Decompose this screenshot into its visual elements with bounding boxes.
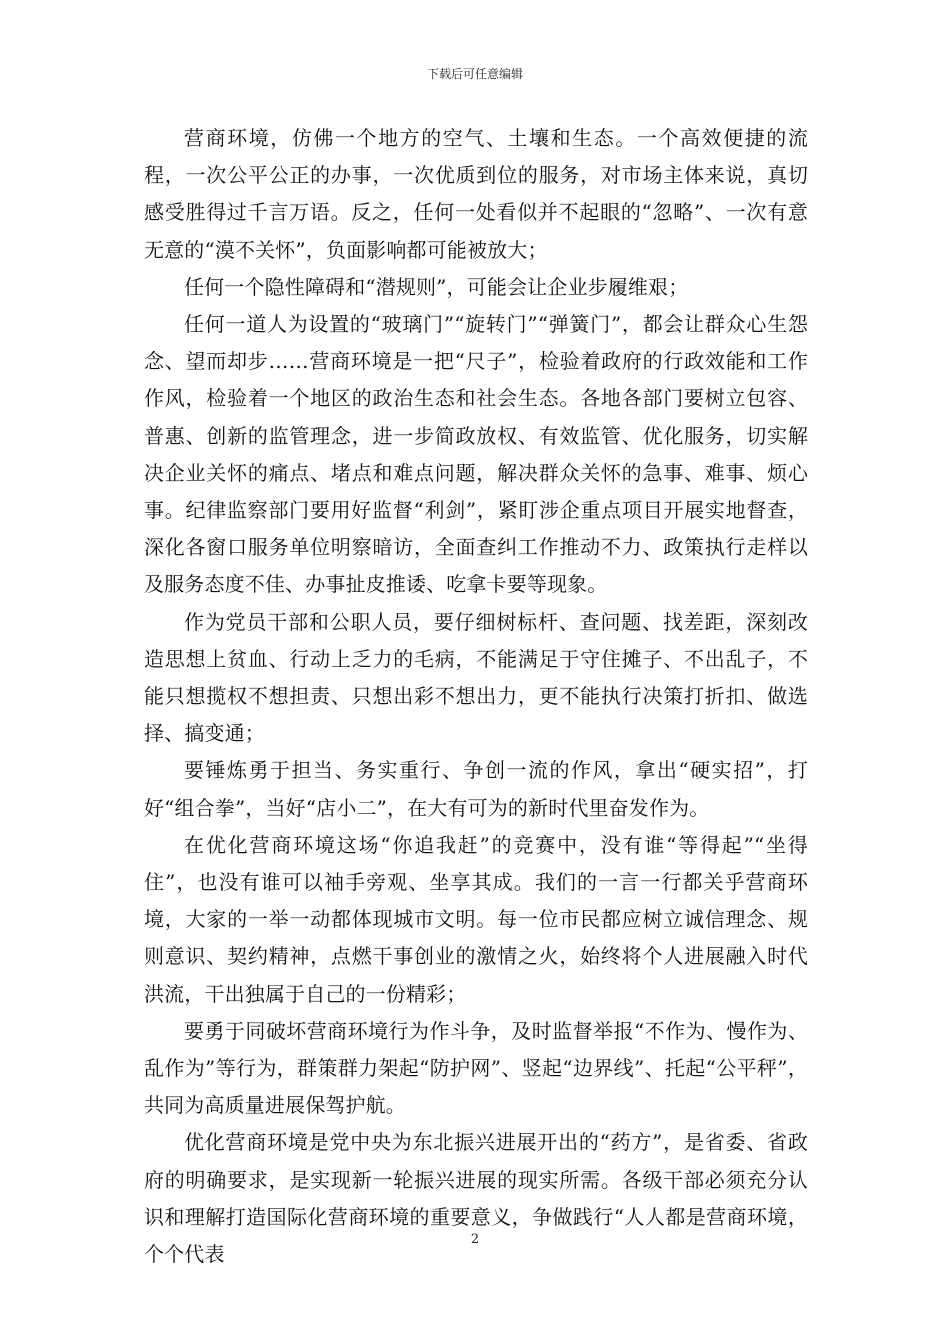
page-header: 下载后可任意编辑 (426, 67, 523, 81)
paragraph-5: 要锤炼勇于担当、务实重行、争创一流的作风，拿出“硬实招”，打好“组合拳”，当好“店小二”，在大有可为的新时代里奋发作为。 (144, 758, 808, 820)
paragraph-6: 在优化营商环境这场“你追我赶”的竞赛中，没有谁“等得起”“坐得住”，也没有谁可以袖手旁观、坐享其成。我们的一言一行都关乎营商环境，大家的一举一动都体现城市文明。每一位市民都应树立诚信理念、规则意识、契约精神，点燃干事创业的激情之火，始终将个人进展融入时代洪流，干出独属于自己的一份精彩； (144, 832, 808, 1006)
paragraph-4: 作为党员干部和公职人员，要仔细树标杆、查问题、找差距，深刻改造思想上贫血、行动上乏力的毛病，不能满足于守住摊子、不出乱子，不能只想揽权不想担责、只想出彩不想出力，更不能执行决策打折扣、做选择、搞变通； (144, 609, 808, 746)
document-body (144, 120, 808, 1273)
paragraph-1: 营商环境，仿佛一个地方的空气、土壤和生态。一个高效便捷的流程，一次公平公正的办事，一次优质到位的服务，对市场主体来说，真切感受胜得过千言万语。反之，任何一处看似并不起眼的“忽略”、一次有意无意的“漠不关怀”，负面影响都可能被放大； (144, 126, 808, 262)
paragraph-3: 任何一道人为设置的“玻璃门”“旋转门”“弹簧门”，都会让群众心生怨念、望而却步……营商环境是一把“尺子”，检验着政府的行政效能和工作作风，检验着一个地区的政治生态和社会生态。各地各部门要树立包容、普惠、创新的监管理念，进一步简政放权、有效监管、优化服务，切实解决企业关怀的痛点、堵点和难点问题，解决群众关怀的急事、难事、烦心事。纪律监察部门要用好监督“利剑”，紧盯涉企重点项目开展实地督查，深化各窗口服务单位明察暗访，全面查纠工作推动不力、政策执行走样以及服务态度不佳、办事扯皮推诿、吃拿卡要等现象。 (144, 312, 808, 597)
paragraph-2: 任何一个隐性障碍和“潜规则”，可能会让企业步履维艰； (184, 274, 689, 299)
paragraph-8: 优化营商环境是党中央为东北振兴进展开出的“药方”，是省委、省政府的明确要求，是实现新一轮振兴进展的现实所需。各级干部必须充分认识和理解打造国际化营商环境的重要意义，争做践行“人人都是营商环境，个个代表 (144, 1130, 808, 1267)
page-number: 2 (470, 1232, 480, 1247)
paragraph-7: 要勇于同破坏营商环境行为作斗争，及时监督举报“不作为、慢作为、乱作为”等行为，群策群力架起“防护网”、竖起“边界线”、托起“公平秤”，共同为高质量进展保驾护航。 (144, 1018, 808, 1118)
